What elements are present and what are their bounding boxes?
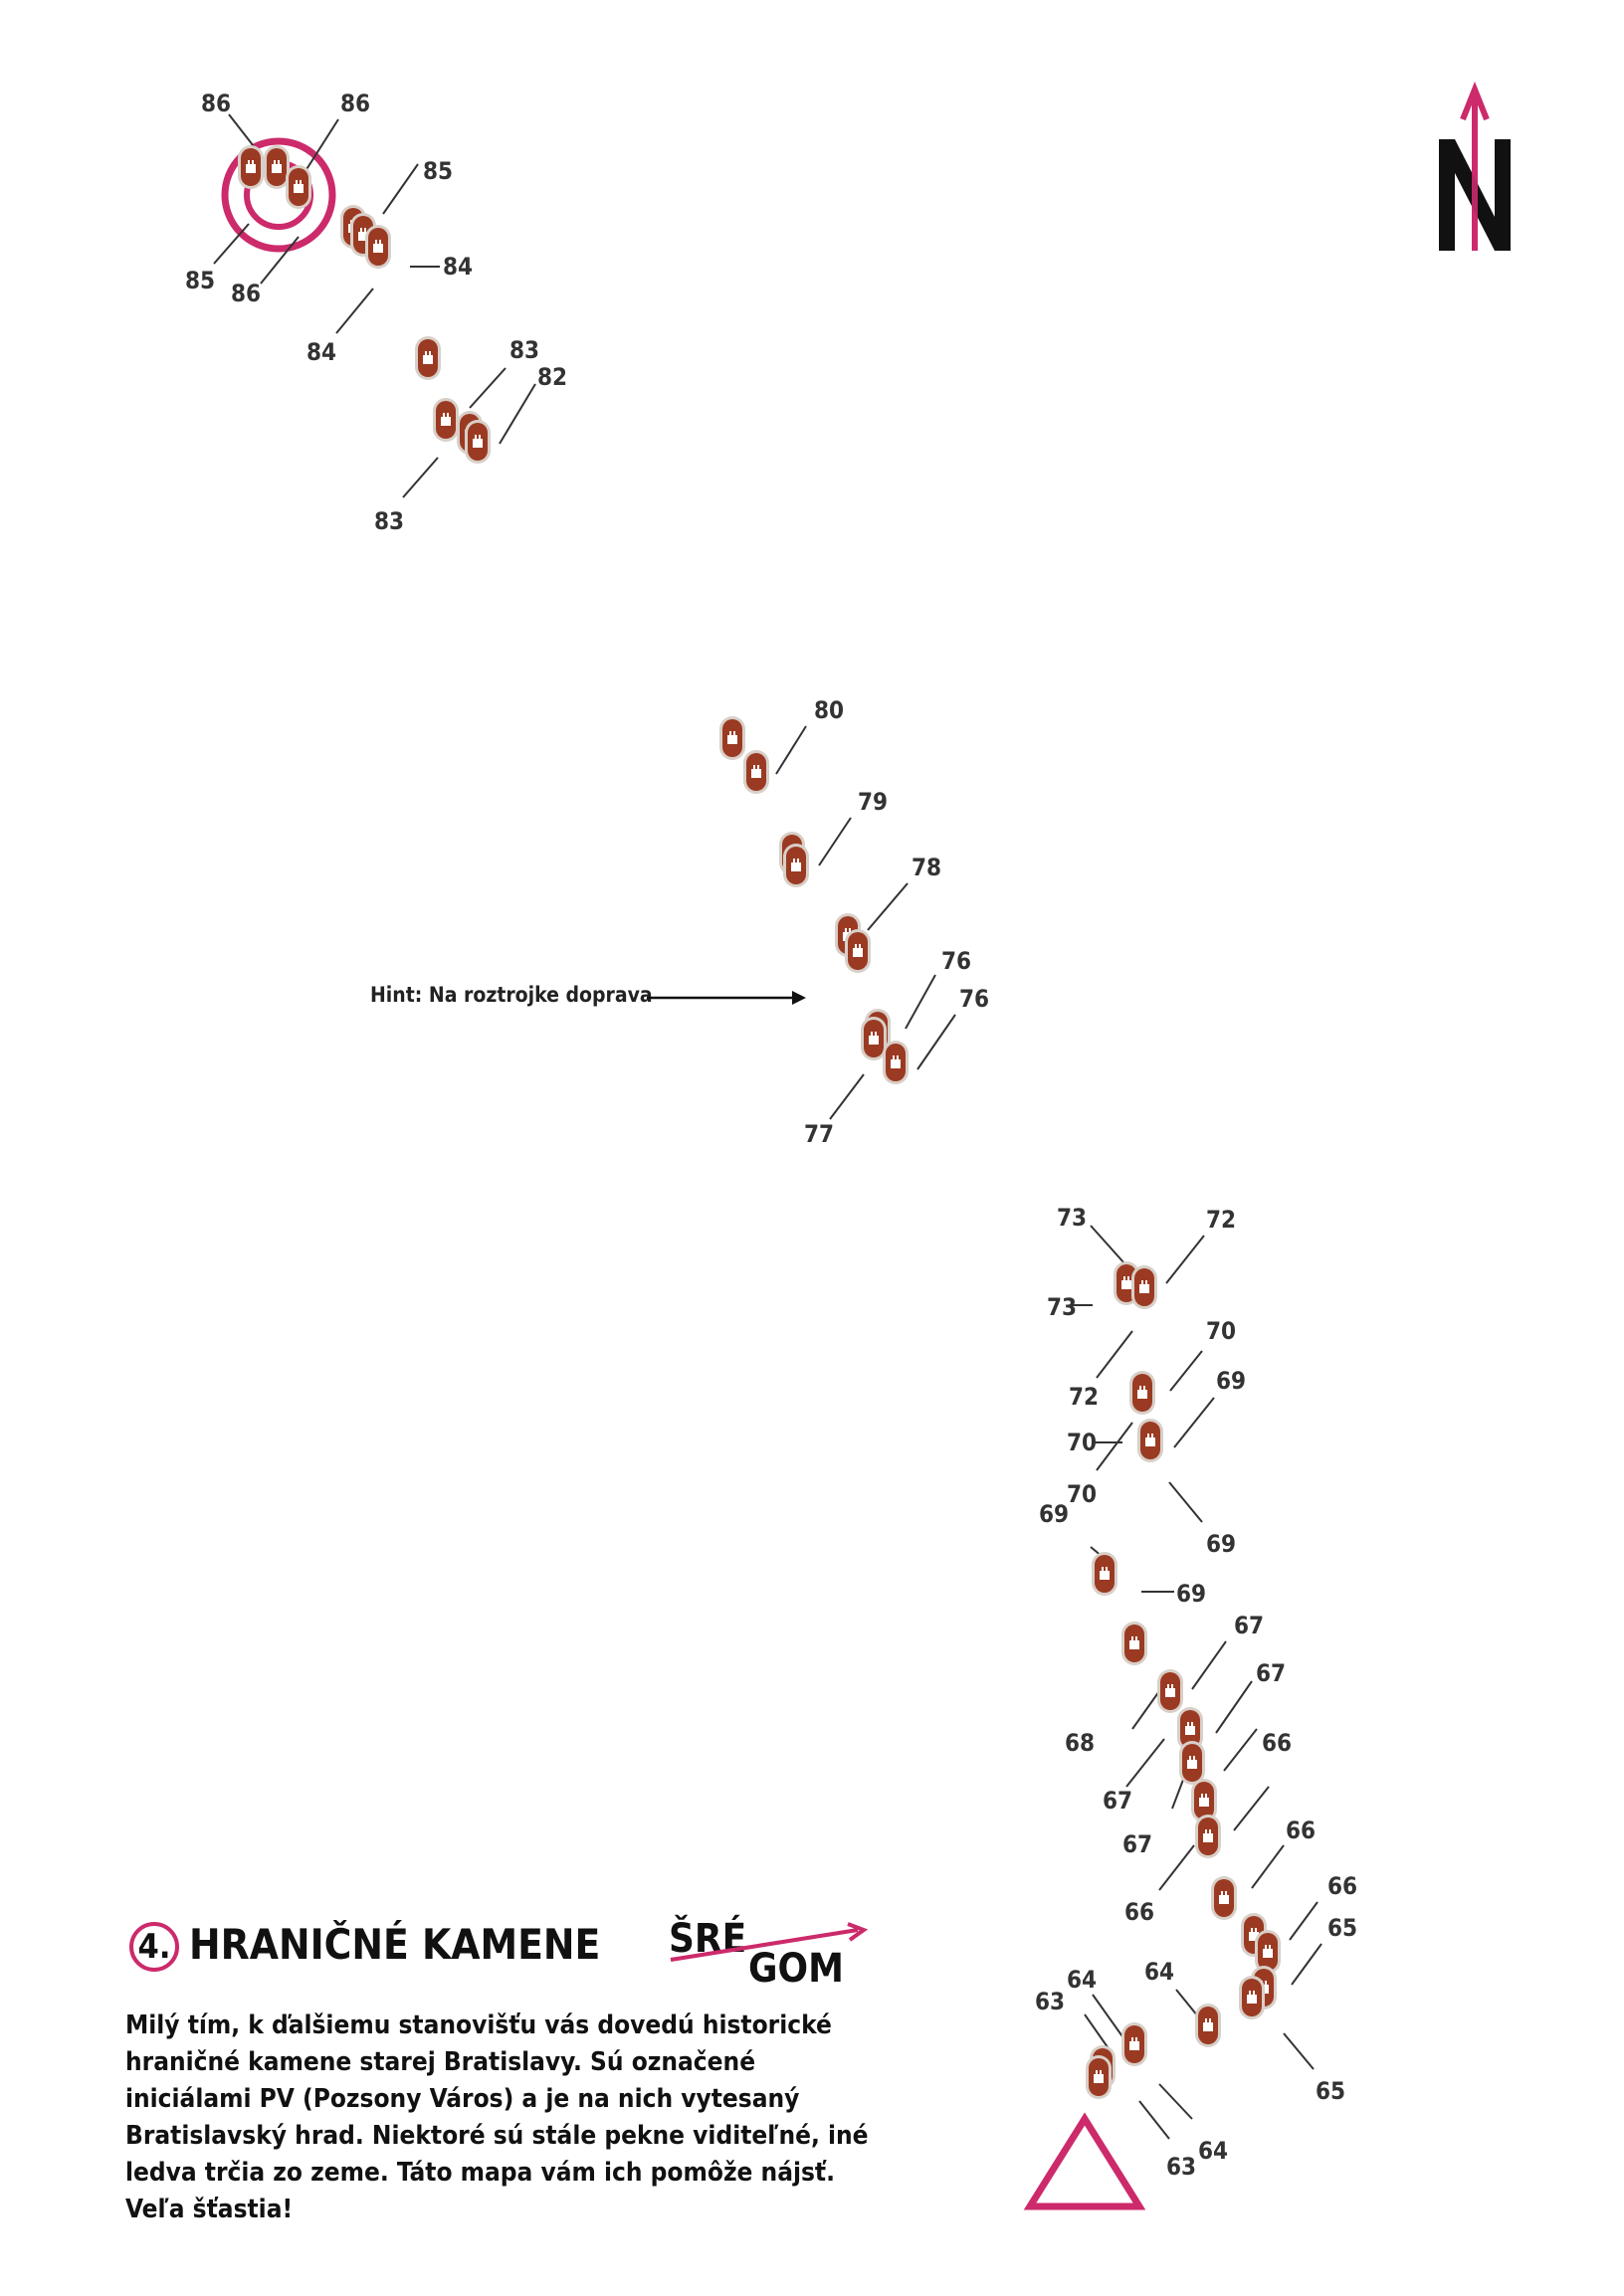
boundary-stone-icon (883, 1041, 909, 1084)
boundary-stone-icon (415, 336, 441, 380)
hint (370, 983, 806, 1007)
section-number: 4. (129, 1922, 179, 1972)
boundary-stone-icon (433, 398, 459, 442)
boundary-stone-icon (465, 420, 491, 464)
stone-label: 72 (1069, 1383, 1100, 1411)
boundary-stone-icon (743, 750, 769, 794)
stone-label: 67 (1256, 1659, 1287, 1687)
boundary-stone-icon (1211, 1876, 1237, 1920)
stone-label: 65 (1327, 1914, 1358, 1942)
stone-label: 73 (1057, 1204, 1088, 1232)
stone-label: 66 (1327, 1872, 1358, 1900)
description-text: Milý tím, k ďalšiemu stanovišťu vás dovedú historické hraničné kamene starej Bratislavy. Sú označené iniciálami PV (Pozsony Város) a je na nich vytesaný Bratislavský hrad. Niektoré sú stále pekne viditeľné, iné ledva trčia zo zeme. Táto mapa vám ich pomôže nájsť. Veľa šťastia! (125, 2010, 869, 2224)
stone-label: 85 (185, 267, 216, 294)
stone-label: 66 (1286, 1817, 1317, 1844)
stone-label: 77 (804, 1120, 835, 1148)
stone-label: 63 (1166, 2153, 1197, 2181)
stone-label: 64 (1067, 1966, 1098, 1994)
sregom-logo (669, 1914, 864, 1992)
stone-label: 68 (1065, 1729, 1096, 1757)
svg-text:ŠRÉ: ŠRÉ (669, 1916, 747, 1962)
boundary-stone-icon (1195, 1815, 1221, 1858)
stone-label: 67 (1122, 1830, 1153, 1858)
stone-label: 69 (1216, 1367, 1247, 1395)
stone-label: 66 (1262, 1729, 1293, 1757)
boundary-stone-icon (1121, 1622, 1147, 1665)
boundary-stone-icon (719, 716, 745, 760)
stone-label: 69 (1176, 1580, 1207, 1608)
stone-label: 83 (374, 507, 405, 535)
stone-label: 86 (340, 90, 371, 117)
stone-label: 63 (1035, 1988, 1066, 2015)
stone-label: 70 (1206, 1317, 1237, 1345)
stone-label: 79 (858, 788, 889, 816)
boundary-stone-icon (1121, 2022, 1147, 2066)
stone-label: 78 (912, 854, 942, 881)
boundary-stone-icon (1137, 1419, 1163, 1462)
stone-label: 72 (1206, 1206, 1237, 1234)
boundary-stone-icon (238, 145, 264, 189)
boundary-stone-icon (783, 844, 809, 887)
stone-label: 69 (1039, 1500, 1070, 1528)
stone-label: 86 (231, 280, 262, 307)
boundary-stone-icon (1157, 1669, 1183, 1713)
stone-label: 67 (1234, 1612, 1265, 1639)
boundary-stone-icon (845, 929, 871, 973)
stone-label: 85 (423, 157, 454, 185)
svg-text:GOM: GOM (748, 1946, 844, 1992)
hint-text: Hint: Na roztrojke doprava (370, 983, 653, 1007)
stone-label: 65 (1316, 2077, 1346, 2105)
leader-lines (214, 114, 1321, 2139)
boundary-stone-icon (1131, 1265, 1157, 1309)
arrow-right-icon (792, 991, 806, 1005)
boundary-stone-icon (1086, 2055, 1112, 2099)
boundary-stone-icon (1092, 1552, 1117, 1596)
stone-label: 66 (1124, 1898, 1155, 1926)
boundary-stone-icon (1179, 1741, 1205, 1785)
north-arrow-icon (1439, 90, 1511, 251)
stone-label: 64 (1144, 1958, 1175, 1986)
boundary-stone-icon (1239, 1976, 1265, 2019)
stone-label: 86 (201, 90, 232, 117)
stone-label: 69 (1206, 1530, 1237, 1558)
stone-label: 70 (1067, 1480, 1098, 1508)
boundary-stone-icon (1195, 2004, 1221, 2047)
stone-label: 84 (306, 338, 337, 366)
stone-label: 83 (509, 336, 540, 364)
stone-label: 80 (814, 696, 845, 724)
stone-label: 67 (1103, 1787, 1133, 1815)
stone-label: 84 (443, 253, 474, 281)
stone-label: 76 (941, 947, 972, 975)
stone-label: 76 (959, 985, 990, 1013)
stone-label: 64 (1198, 2137, 1229, 2165)
page-title: HRANIČNÉ KAMENE (189, 1920, 601, 1969)
stone-label: 82 (537, 363, 568, 391)
boundary-stone-icon (365, 225, 391, 269)
start-triangle-icon (1030, 2119, 1139, 2206)
boundary-stone-icon (286, 165, 311, 209)
stone-label: 73 (1047, 1293, 1078, 1321)
stone-labels (185, 90, 1357, 2181)
stone-label: 70 (1067, 1429, 1098, 1456)
boundary-stone-icon (1129, 1371, 1155, 1415)
